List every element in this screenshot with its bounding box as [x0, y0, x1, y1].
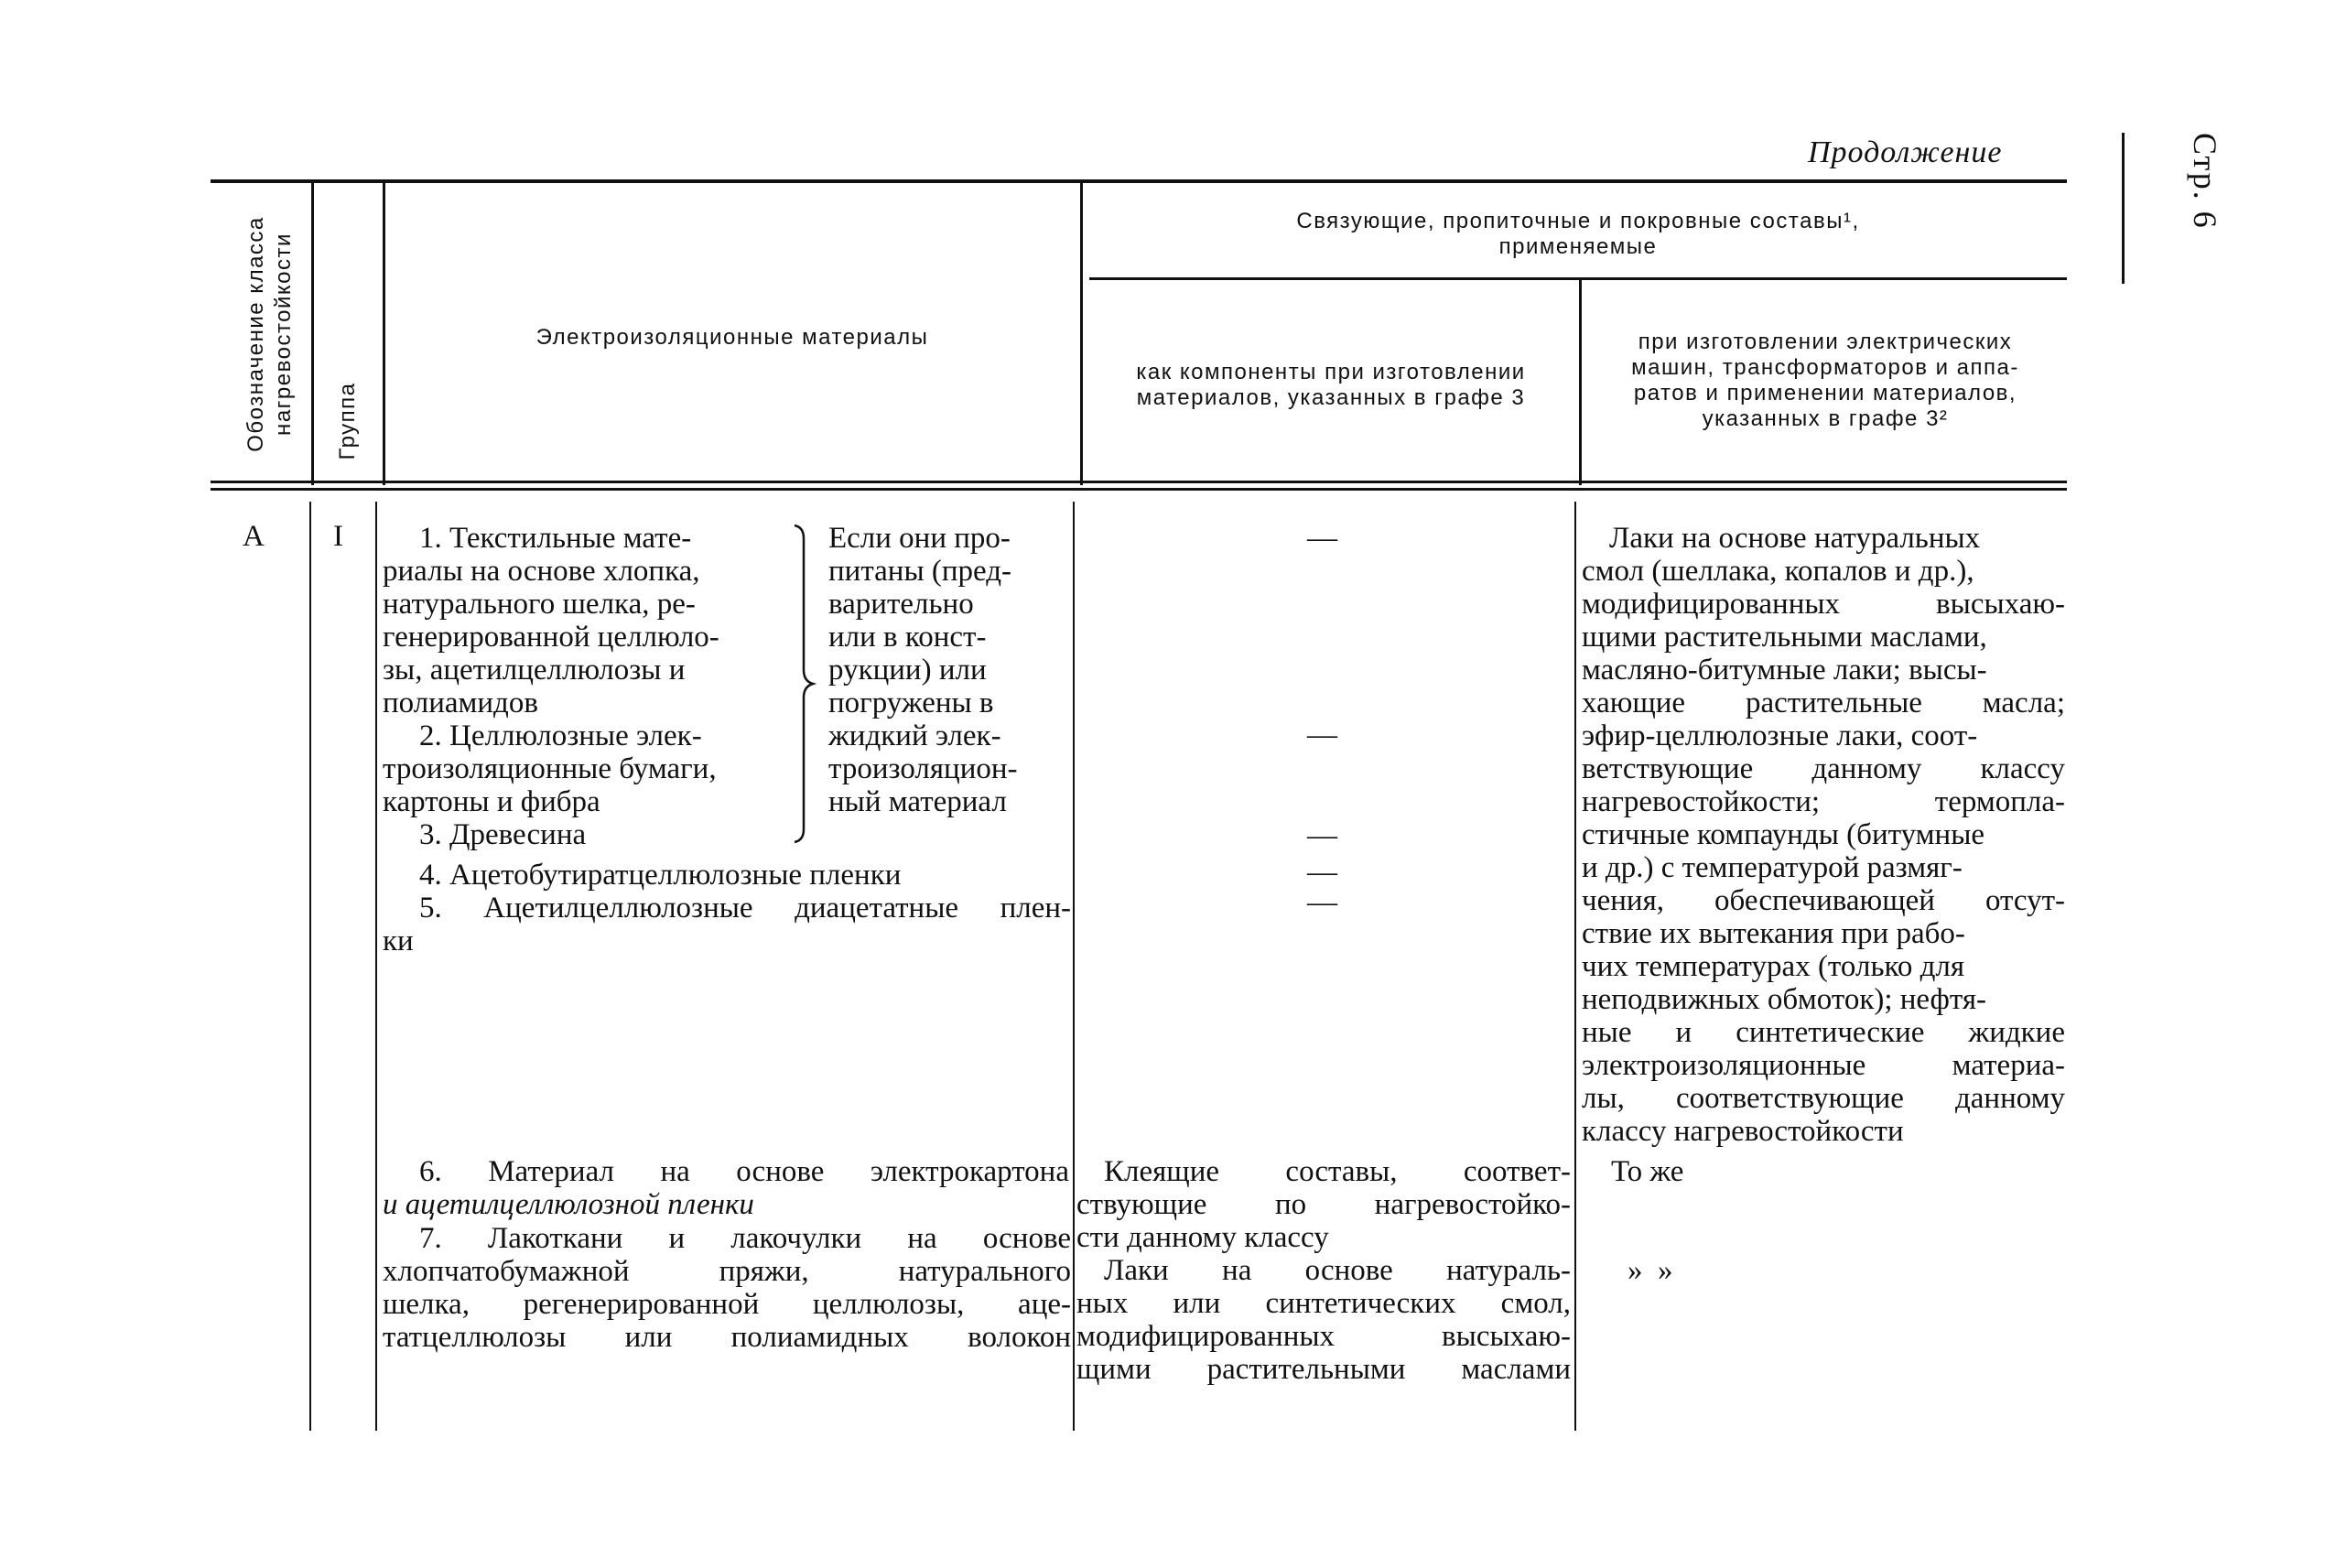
note-line: или в конст- [828, 621, 987, 654]
col4-item7-line: модифицированных высыхаю- [1076, 1320, 1571, 1353]
header-manufacture-line4: указанных в графе 3² [1702, 406, 1949, 431]
table-top-rule [211, 179, 2067, 183]
header-manufacture [1584, 330, 2067, 432]
col5-line: масляно-битумные лаки; высы- [1582, 654, 1987, 687]
note-line: троизоляцион- [828, 752, 1018, 785]
col4-item-7 [1076, 1254, 1571, 1386]
material-line: 3. Древесина [419, 818, 587, 851]
material-line: генерированной целлюло- [383, 621, 719, 654]
col4-item6-line: сти данному классу [1076, 1221, 1329, 1254]
note-line: жидкий элек- [828, 719, 1001, 752]
item7-line3: шелка, регенерированной целлюлозы, аце- [383, 1288, 1071, 1321]
col5-line: смол (шеллака, копалов и др.), [1582, 555, 1974, 588]
dash-item-1: — [1307, 522, 1337, 555]
header-manufacture-line1: при изготовлении электрических [1638, 330, 2013, 354]
col5-line: ствие их вытекания при рабо- [1582, 917, 1965, 950]
col-divider-1 [311, 181, 314, 485]
header-class-line1: Обозначение класса [243, 216, 268, 452]
col5-line: ветствующие данному классу [1582, 752, 2065, 785]
col5-line: эфир-целлюлозные лаки, соот- [1582, 719, 1978, 752]
col5-line: чения, обеспечивающей отсут- [1582, 884, 2065, 917]
col5-line: щими растительными маслами, [1582, 621, 1987, 654]
item5-line2: ки [383, 925, 414, 957]
col4-item7-line: щими растительными маслами [1076, 1353, 1571, 1386]
col5-line: неподвижных обмоток); нефтя- [1582, 983, 1987, 1016]
group-value: I [333, 520, 343, 553]
header-class [243, 188, 297, 481]
col4-item6-line: Клеящие составы, соответ- [1104, 1155, 1571, 1188]
item7-line1: 7. Лакоткани и лакочулки на основе [419, 1222, 1071, 1255]
col5-line: Лаки на основе натуральных [1609, 522, 1981, 555]
col5-line: хающие растительные масла; [1582, 687, 2065, 719]
header-subrule [1089, 277, 2067, 280]
material-item-4: 4. Ацетобутиратцеллюлозные пленки [419, 859, 902, 892]
col5-item-6: То же [1611, 1155, 1684, 1188]
header-manufacture-line3: ратов и применении материалов, [1633, 381, 2017, 406]
col-divider-3 [1080, 181, 1083, 485]
col5-line: нагревостойкости; термопла- [1582, 785, 2065, 818]
header-compositions [1089, 209, 2067, 260]
material-line: риалы на основе хлопка, [383, 555, 700, 588]
material-item-5 [383, 892, 1071, 957]
dash-item-2: — [1307, 719, 1337, 752]
col5-line: лы, соответствующие данному [1582, 1082, 2065, 1115]
col-divider-2 [383, 181, 385, 485]
col4-item7-line: Лаки на основе натураль- [1104, 1254, 1571, 1287]
item5-line1: 5. Ацетилцеллюлозные диацетатные плен- [419, 892, 1071, 925]
header-bottom-rule-2 [211, 488, 2067, 491]
page-number: Стр. 6 [2187, 133, 2223, 230]
note-line: Если они про- [828, 522, 1011, 555]
materials-note [828, 522, 1066, 818]
item6-line2: и ацетилцеллюлозной пленки [383, 1188, 754, 1221]
col5-line: электроизоляционные материа- [1582, 1049, 2065, 1082]
body-divider-2 [375, 502, 377, 1431]
material-line: полиамидов [383, 687, 538, 719]
material-item-6 [383, 1155, 1069, 1221]
continuation-label: Продолжение [1808, 135, 2003, 169]
col5-line: и др.) с температурой размяг- [1582, 851, 1963, 884]
note-line: питаны (пред- [828, 555, 1012, 588]
item7-line2: хлопчатобумажной пряжи, натурального [383, 1255, 1071, 1288]
header-compositions-line2: применяемые [1498, 234, 1658, 259]
body-divider-1 [309, 502, 311, 1431]
material-line: картоны и фибра [383, 785, 600, 818]
header-manufacture-line2: машин, трансформаторов и аппа- [1631, 355, 2019, 380]
item6-line1: 6. Материал на основе электрокартона [419, 1155, 1069, 1188]
note-line: варительно [828, 588, 974, 621]
compositions-manufacture-main [1582, 522, 2065, 1148]
item7-line4: татцеллюлозы или полиамидных волокон [383, 1321, 1071, 1354]
dash-item-4: — [1307, 856, 1337, 889]
header-components [1083, 360, 1579, 411]
dash-item-3: — [1307, 819, 1337, 852]
note-line: рукции) или [828, 654, 987, 687]
col5-line: классу нагревостойкости [1582, 1115, 1904, 1148]
header-materials: Электроизоляционные материалы [535, 325, 929, 350]
header-group: Группа [335, 382, 360, 460]
note-line: ный материал [828, 785, 1007, 818]
curly-brace [789, 524, 816, 844]
col4-item7-line: ных или синтетических смол, [1076, 1287, 1571, 1320]
header-class-line2: нагревостойкости [271, 232, 296, 436]
materials-items-1-3 [383, 522, 767, 851]
material-item-7 [383, 1222, 1071, 1354]
material-line: троизоляционные бумаги, [383, 752, 717, 785]
col5-line: ные и синтетические жидкие [1582, 1016, 2065, 1049]
col5-item-7: » » [1628, 1254, 1673, 1287]
class-value: А [243, 520, 265, 553]
note-line: погружены в [828, 687, 994, 719]
body-divider-4 [1574, 502, 1576, 1431]
material-line: 2. Целлюлозные элек- [419, 719, 702, 752]
body-divider-3 [1073, 502, 1075, 1431]
header-bottom-rule-1 [211, 481, 2067, 483]
page-number-rule [2122, 133, 2125, 284]
col5-line: модифицированных высыхаю- [1582, 588, 2065, 621]
col-divider-4 [1579, 279, 1582, 485]
col4-item6-line: ствующие по нагревостойко- [1076, 1188, 1571, 1221]
material-line: 1. Текстильные мате- [419, 522, 692, 555]
col5-line: чих температурах (только для [1582, 950, 1965, 983]
material-line: натурального шелка, ре- [383, 588, 696, 621]
col5-line: стичные компаунды (битумные [1582, 818, 1985, 851]
header-compositions-line1: Связующие, пропиточные и покровные составы¹, [1296, 209, 1860, 233]
header-components-line1: как компоненты при изготовлении [1136, 360, 1526, 384]
header-components-line2: материалов, указанных в графе 3 [1136, 385, 1526, 410]
material-line: зы, ацетилцеллюлозы и [383, 654, 686, 687]
col4-item-6 [1076, 1155, 1571, 1254]
dash-item-5: — [1307, 886, 1337, 919]
